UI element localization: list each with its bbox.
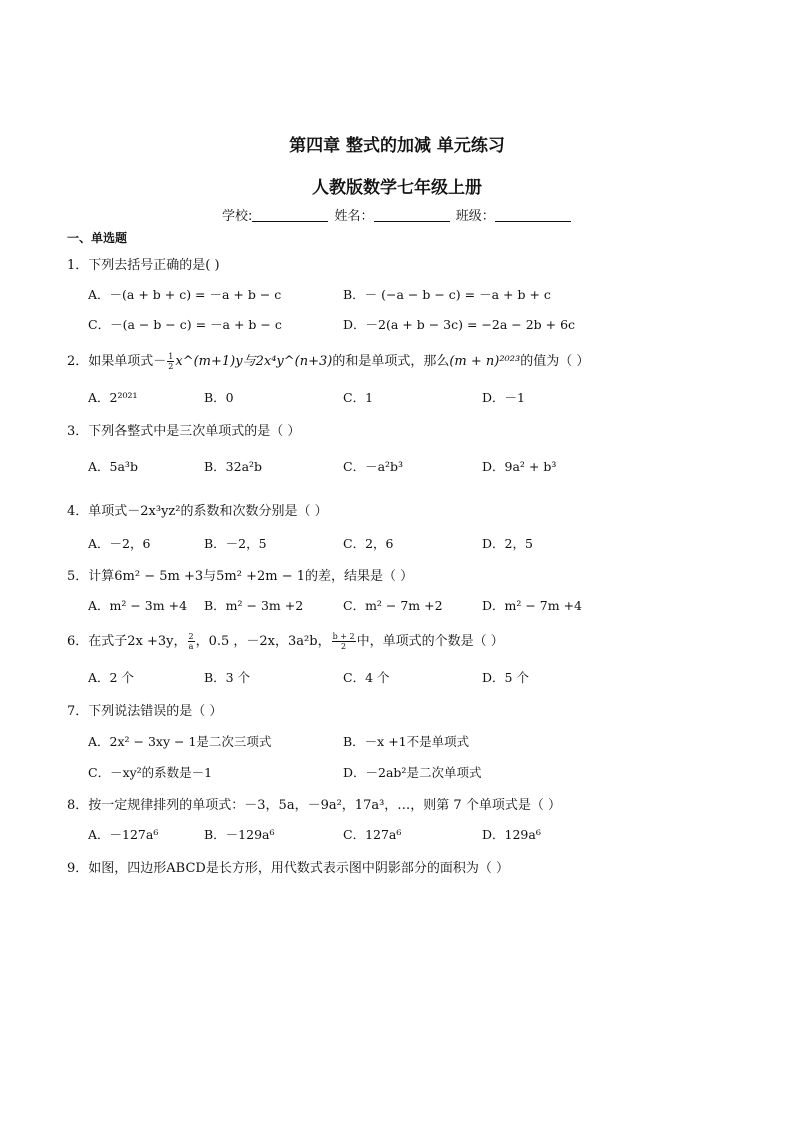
q5-option-a[interactable]: A．m² − 3m +4 (88, 598, 188, 613)
q6-stem-a: 6．在式子2x +3y， (67, 634, 187, 649)
question-9: 9．如图，四边形ABCD是长方形，用代数式表示图中阴影部分的面积为（ ） (67, 861, 509, 876)
name-field[interactable] (374, 209, 450, 222)
q3-option-d[interactable]: D．9a² + b³ (482, 459, 557, 474)
q4-option-b[interactable]: B．－2，5 (204, 536, 267, 551)
q4-option-c[interactable]: C．2，6 (343, 536, 394, 551)
q1-option-c[interactable]: C．－(a − b − c) = －a + b − c (88, 317, 282, 332)
q2-stem-a: 2．如果单项式 (67, 354, 154, 369)
class-label: 班级： (455, 209, 495, 224)
question-7: 7．下列说法错误的是（ ） (67, 704, 223, 719)
question-3: 3．下列各整式中是三次单项式的是（ ） (67, 424, 301, 439)
q4-option-a[interactable]: A．－2，6 (88, 536, 151, 551)
q2-option-b[interactable]: B．0 (204, 390, 234, 405)
question-4: 4．单项式－2x³yz²的系数和次数分别是（ ） (67, 504, 328, 519)
q8-option-d[interactable]: D．129a⁶ (482, 827, 541, 842)
q1-option-a[interactable]: A．－(a + b + c) = －a + b − c (88, 287, 282, 302)
q2-fraction: $\frac{1}{2}$ (168, 352, 174, 371)
q8-option-b[interactable]: B．－129a⁶ (204, 827, 275, 842)
q7-option-d[interactable]: D．－2ab²是二次单项式 (343, 765, 482, 780)
page-subtitle: 人教版数学七年级上册 (312, 178, 482, 198)
q8-option-a[interactable]: A．－127a⁶ (88, 827, 159, 842)
page-title: 第四章 整式的加减 单元练习 (289, 136, 505, 156)
q6-option-b[interactable]: B．3 个 (204, 670, 251, 685)
school-label: 学校: (222, 209, 253, 224)
q6-fraction-2: $\frac{b + 2}{2}$ (332, 632, 355, 651)
question-6 (67, 630, 504, 651)
q7-option-b[interactable]: B．－x +1不是单项式 (343, 734, 470, 749)
q1-option-b[interactable]: B．－ (−a − b − c) = －a + b + c (343, 287, 551, 302)
q6-option-a[interactable]: A．2 个 (88, 670, 134, 685)
name-label: 姓名： (334, 209, 374, 224)
school-field[interactable] (252, 209, 328, 222)
q5-option-c[interactable]: C．m² − 7m +2 (343, 598, 443, 613)
q5-option-b[interactable]: B．m² − 3m +2 (204, 598, 304, 613)
question-2: 2．如果单项式－ $\frac{1}{2}$ x^(m+1)y与2x⁴y^(n+3)的和是单项式，那么(m + n)²⁰²³的值为（ ） (67, 352, 590, 371)
q2-option-d[interactable]: D．－1 (482, 390, 525, 405)
q8-option-c[interactable]: C．127a⁶ (343, 827, 402, 842)
q2-expression-2: (m + n)²⁰²³ (449, 354, 521, 369)
q3-option-c[interactable]: C．－a²b³ (343, 459, 404, 474)
q2-option-a[interactable]: A．2²⁰²¹ (88, 390, 138, 405)
q7-option-c[interactable]: C．－xy²的系数是－1 (88, 765, 213, 780)
q2-stem-c: 的值为（ ） (520, 354, 590, 369)
q6-option-d[interactable]: D．5 个 (482, 670, 529, 685)
q5-option-d[interactable]: D．m² − 7m +4 (482, 598, 583, 613)
q3-option-a[interactable]: A．5a³b (88, 459, 138, 474)
q7-option-a[interactable]: A．2x² − 3xy − 1是二次三项式 (88, 734, 272, 749)
q6-option-c[interactable]: C．4 个 (343, 670, 390, 685)
student-info (222, 205, 573, 224)
q1-option-d[interactable]: D．－2(a + b − 3c) = −2a − 2b + 6c (343, 317, 576, 332)
q2-stem-b: 的和是单项式，那么 (332, 354, 450, 369)
q4-option-d[interactable]: D．2，5 (482, 536, 533, 551)
q3-option-b[interactable]: B．32a²b (204, 459, 263, 474)
q2-option-c[interactable]: C．1 (343, 390, 374, 405)
question-1: 1．下列去括号正确的是( ) (67, 258, 220, 273)
q2-expression-1: x^(m+1)y与2x⁴y^(n+3) (175, 354, 333, 369)
q6-fraction-1: $\frac{2}{a}$ (188, 632, 194, 651)
question-8: 8．按一定规律排列的单项式：－3，5a，－9a²，17a³，…，则第 7 个单项式是（ ） (67, 798, 561, 813)
q6-stem-b: ，0.5 ，－2x，3a²b， (195, 634, 331, 649)
class-field[interactable] (495, 209, 571, 222)
question-5: 5．计算6m² − 5m +3与5m² +2m − 1的差，结果是（ ） (67, 569, 414, 584)
section-heading: 一、单选题 (67, 231, 128, 245)
q6-stem-c: 中，单项式的个数是（ ） (356, 634, 504, 649)
